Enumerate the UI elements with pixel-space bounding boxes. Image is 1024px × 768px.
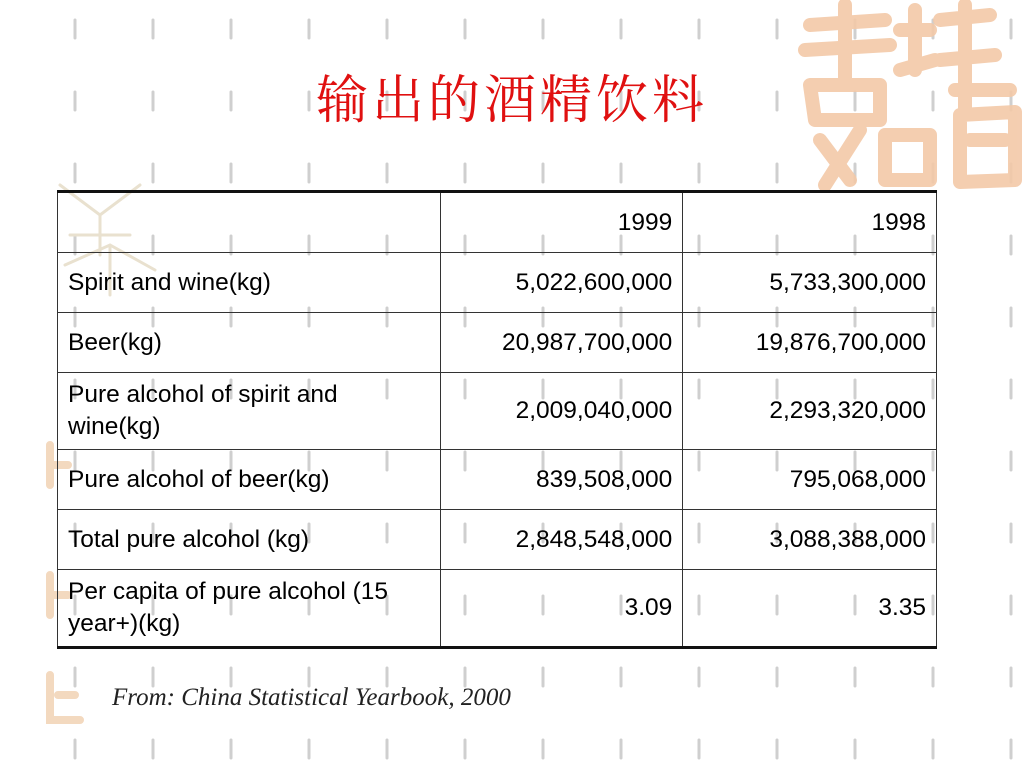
value-1998: 2,293,320,000 [683, 373, 937, 450]
table-row [58, 313, 937, 373]
value-1999: 20,987,700,000 [441, 313, 683, 373]
table-row [58, 373, 937, 450]
value-1999: 2,009,040,000 [441, 373, 683, 450]
source-citation: From: China Statistical Yearbook, 2000 [112, 684, 511, 711]
value-1999: 839,508,000 [441, 450, 683, 510]
value-1998: 5,733,300,000 [683, 253, 937, 313]
row-label: Per capita of pure alcohol (15 year+)(kg) [58, 570, 441, 648]
value-1998: 3,088,388,000 [683, 510, 937, 570]
value-1999: 3.09 [441, 570, 683, 648]
value-1998: 795,068,000 [683, 450, 937, 510]
value-1998: 3.35 [683, 570, 937, 648]
row-label: Pure alcohol of beer(kg) [58, 450, 441, 510]
value-1998: 19,876,700,000 [683, 313, 937, 373]
row-label: Beer(kg) [58, 313, 441, 373]
table-row [58, 570, 937, 648]
table-row [58, 510, 937, 570]
table-row [58, 253, 937, 313]
table-header-row [58, 192, 937, 253]
row-label: Pure alcohol of spirit and wine(kg) [58, 373, 441, 450]
header-cell-empty [58, 192, 441, 253]
table-row [58, 450, 937, 510]
slide-title: 输出的酒精饮料 [315, 71, 708, 131]
header-cell-1999: 1999 [441, 192, 683, 253]
alcohol-output-table [57, 190, 937, 649]
value-1999: 2,848,548,000 [441, 510, 683, 570]
row-label: Total pure alcohol (kg) [58, 510, 441, 570]
value-1999: 5,022,600,000 [441, 253, 683, 313]
row-label: Spirit and wine(kg) [58, 253, 441, 313]
header-cell-1998: 1998 [683, 192, 937, 253]
